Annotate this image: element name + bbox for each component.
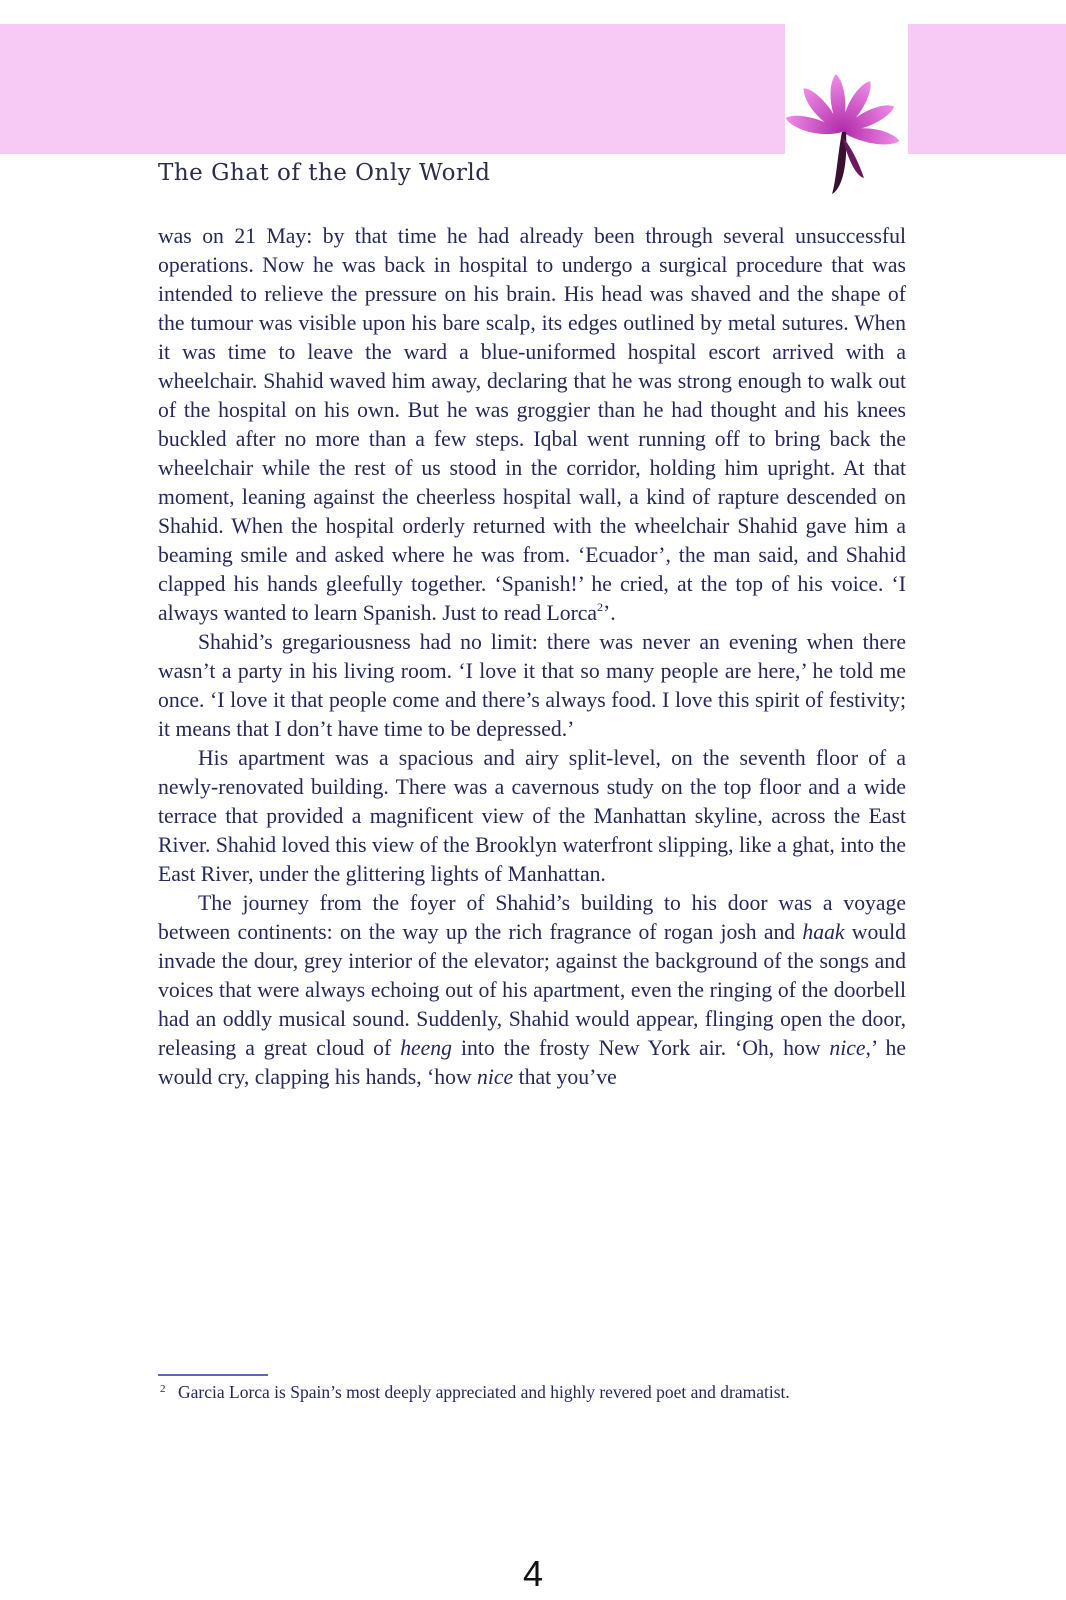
flower-icon bbox=[782, 66, 912, 206]
footnote-text: Garcia Lorca is Spain’s most deeply appreciated and highly revered poet and dramatist. bbox=[178, 1382, 790, 1402]
footnote-divider bbox=[158, 1374, 268, 1376]
footnote bbox=[158, 1380, 906, 1404]
header-band-right bbox=[908, 24, 1066, 154]
paragraph: His apartment was a spacious and airy split-level, on the seventh floor of a newly-renovated building. There was a cavernous study on the top floor and a wide terrace that provided a magnificent view of the Manhattan skyline, across the East River. Shahid loved this view of the Brooklyn waterfront slipping, like a ghat, into the East River, under the glittering lights of Manhattan. bbox=[158, 746, 906, 886]
paragraph: Shahid’s gregariousness had no limit: there was never an evening when there wasn’t a party in his living room. ‘I love it that so many people are here,’ he told me once. ‘I love it that people come and there’s always food. I love this spirit of festivity; it means that I don’t have time to be depressed.’ bbox=[158, 630, 906, 741]
paragraph: was on 21 May: by that time he had already been through several unsuccessful operations. Now he was back in hospital to undergo a surgical procedure that was intended to relieve the pressure on his brain. His head was shaved and the shape of the tumour was visible upon his bare scalp, its edges outlined by metal sutures. When it was time to leave the ward a blue-uniformed hospital escort arrived with a wheelchair. Shahid waved him away, declaring that he was strong enough to walk out of the hospital on his own. But he was groggier than he had thought and his knees buckled after no more than a few steps. Iqbal went running off to bring back the wheelchair while the rest of us stood in the corridor, holding him upright. At that moment, leaning against the cheerless hospital wall, a kind of rapture descended on Shahid. When the hospital orderly returned with the wheelchair Shahid gave him a beaming smile and asked where he was from. ‘Ecuador’, the man said, and Shahid clapped his hands gleefully together. ‘Spanish!’ he cried, at the top of his voice. ‘I always wanted to learn Spanish. Just to read Lorca$^2$’. bbox=[158, 224, 906, 625]
footnote-mark: 2 bbox=[160, 1383, 166, 1395]
paragraph: The journey from the foyer of Shahid’s building to his door was a voyage between continents: on the way up the rich fragrance of rogan josh and haak would invade the dour, grey interior of the elevator; against the background of the songs and voices that were always echoing out of his apartment, even the ringing of the doorbell had an oddly musical sound. Suddenly, Shahid would appear, flinging open the door, releasing a great cloud of heeng into the frosty New York air. ‘Oh, how nice,’ he would cry, clapping his hands, ‘how nice that you’ve bbox=[158, 891, 907, 1089]
body-text bbox=[158, 222, 906, 1092]
running-head: The Ghat of the Only World bbox=[158, 160, 491, 186]
header-band-left bbox=[0, 24, 785, 154]
footnote-reference[interactable]: 2 bbox=[597, 600, 604, 614]
page-number: 4 bbox=[522, 1553, 544, 1594]
